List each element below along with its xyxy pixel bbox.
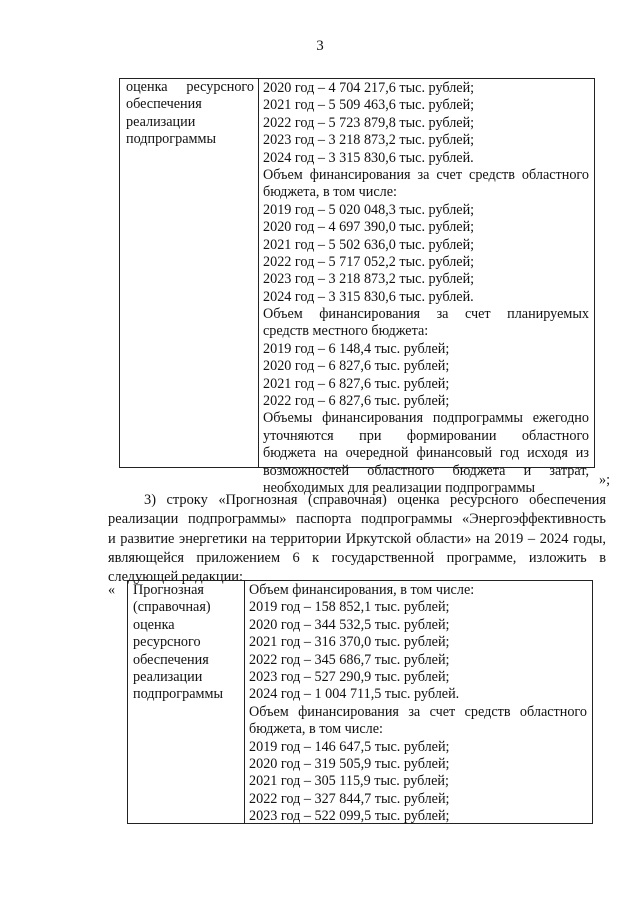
financing-line: 2022 год – 327 844,7 тыс. рублей; [249, 790, 450, 807]
column-divider [244, 581, 245, 823]
financing-line: 2020 год – 344 532,5 тыс. рублей; [249, 616, 450, 633]
financing-line: Объем финансирования за счет средств областного [263, 166, 589, 183]
financing-line: 2023 год – 3 218 873,2 тыс. рублей; [263, 132, 475, 149]
column-divider [258, 79, 259, 467]
opening-quote-mark: « [108, 582, 116, 598]
financing-line: 2023 год – 3 218 873,2 тыс. рублей; [263, 271, 475, 288]
financing-line: бюджета, в том числе: [249, 721, 383, 738]
financing-line: 2020 год – 4 704 217,6 тыс. рублей; [263, 80, 475, 96]
row-label-line: реализации [133, 668, 203, 685]
paragraph-line: реализации подпрограммы» паспорта подпрограммы «Энергоэффективность [108, 511, 606, 528]
financing-line: 2019 год – 146 647,5 тыс. рублей; [249, 738, 450, 755]
resource-table-1 [119, 78, 595, 496]
row-label-line: Прогнозная [133, 582, 204, 598]
financing-line: Объем финансирования за счет средств областного [249, 703, 587, 720]
paragraph-line: следующей редакции: [108, 569, 243, 586]
financing-cell [263, 80, 589, 497]
financing-line: 2019 год – 6 148,4 тыс. рублей; [263, 340, 450, 357]
financing-line: бюджета на очередной финансовый год исходя из [263, 445, 589, 462]
financing-line: 2021 год – 5 509 463,6 тыс. рублей; [263, 97, 475, 114]
financing-line: Объемы финансирования подпрограммы ежегодно [263, 410, 589, 427]
financing-line: возможностей областного бюджета и затрат, [263, 462, 589, 479]
financing-line: 2022 год – 345 686,7 тыс. рублей; [249, 651, 450, 668]
financing-line: 2020 год – 319 505,9 тыс. рублей; [249, 755, 450, 772]
paragraph-line: и развитие энергетики на территории Иркутской области» на 2019 – 2024 годы, [108, 530, 606, 547]
row-label-line: оценка [133, 616, 175, 633]
financing-line: 2022 год – 5 723 879,8 тыс. рублей; [263, 114, 475, 131]
row-label-cell [133, 582, 241, 704]
financing-line: уточняются при формировании областного [263, 427, 589, 444]
financing-line: 2023 год – 527 290,9 тыс. рублей; [249, 668, 450, 685]
financing-line: 2020 год – 6 827,6 тыс. рублей; [263, 358, 450, 375]
paragraph-line: являющейся приложением 6 к государственной программе, изложить в [108, 549, 606, 566]
resource-table-2 [127, 580, 593, 824]
row-label-line: обеспечения [133, 651, 209, 668]
financing-line: 2024 год – 3 315 830,6 тыс. рублей. [263, 288, 474, 305]
row-label-line: оценка ресурсного [126, 79, 254, 95]
financing-line: 2021 год – 305 115,9 тыс. рублей; [249, 773, 449, 790]
financing-line: необходимых для реализации подпрограммы [263, 479, 536, 496]
financing-line: 2022 год – 6 827,6 тыс. рублей; [263, 393, 450, 410]
financing-line: 2023 год – 522 099,5 тыс. рублей; [249, 808, 450, 825]
financing-cell [249, 582, 587, 825]
financing-line: 2022 год – 5 717 052,2 тыс. рублей; [263, 253, 475, 270]
financing-line: 2019 год – 158 852,1 тыс. рублей; [249, 599, 450, 616]
row-label-line: подпрограммы [133, 686, 223, 703]
closing-quote-mark: »; [599, 472, 611, 488]
amendment-paragraph [108, 491, 606, 587]
row-label-line: обеспечения [126, 96, 202, 113]
financing-line: бюджета, в том числе: [263, 184, 397, 201]
financing-line: Объем финансирования за счет планируемых [263, 306, 589, 323]
financing-line: 2024 год – 1 004 711,5 тыс. рублей. [249, 686, 460, 703]
page-number: 3 [316, 38, 324, 54]
financing-line: 2020 год – 4 697 390,0 тыс. рублей; [263, 219, 475, 236]
row-label-line: (справочная) [133, 599, 211, 616]
paragraph-line: 3) строку «Прогнозная (справочная) оценка ресурсного обеспечения [144, 492, 606, 508]
financing-line: 2024 год – 3 315 830,6 тыс. рублей. [263, 149, 474, 166]
financing-line: 2021 год – 316 370,0 тыс. рублей; [249, 634, 450, 651]
financing-line: Объем финансирования, в том числе: [249, 582, 475, 598]
financing-line: 2021 год – 6 827,6 тыс. рублей; [263, 375, 450, 392]
row-label-cell [126, 79, 254, 149]
row-label-line: реализации [126, 113, 196, 130]
row-label-line: ресурсного [133, 634, 201, 651]
financing-line: средств местного бюджета: [263, 323, 429, 340]
row-label-line: подпрограммы [126, 131, 216, 148]
financing-line: 2019 год – 5 020 048,3 тыс. рублей; [263, 201, 475, 218]
financing-line: 2021 год – 5 502 636,0 тыс. рублей; [263, 236, 475, 253]
